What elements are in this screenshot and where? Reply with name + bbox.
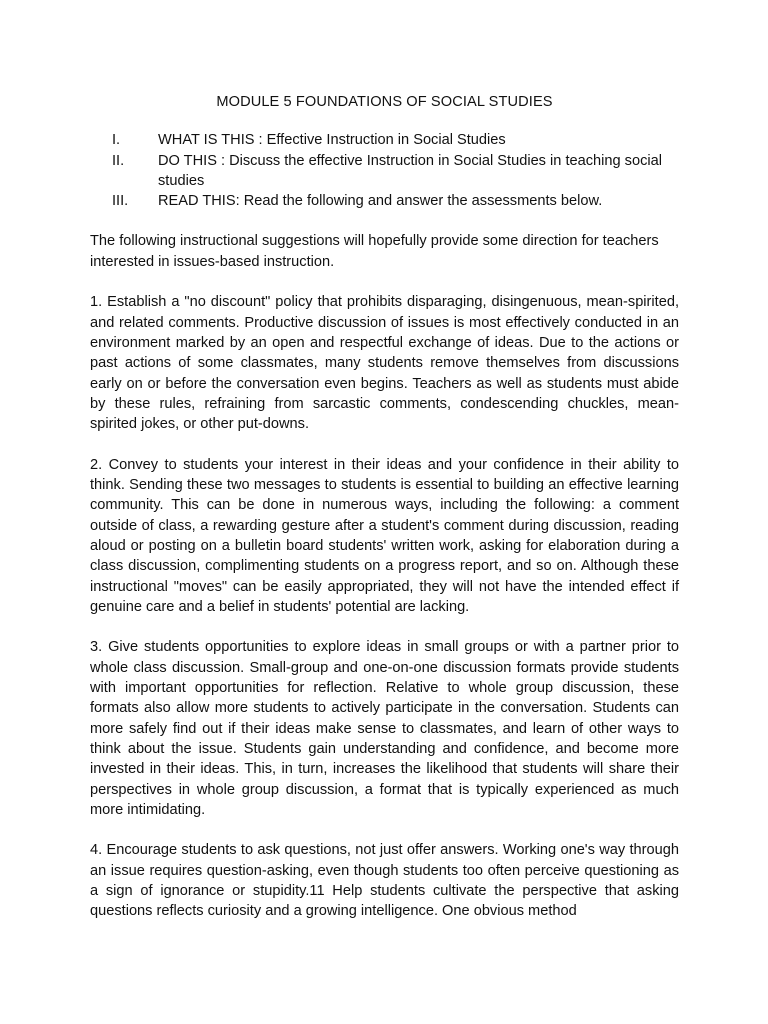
outline-list (90, 130, 679, 211)
outline-text: WHAT IS THIS : Effective Instruction in Social Studies (158, 132, 506, 149)
outline-item (90, 151, 679, 192)
outline-number: III. (112, 193, 129, 210)
body-paragraph: 2. Convey to students your interest in their ideas and your confidence in their ability to think. Sending these two messages to students is essential to building an effective learning community. This can be done in numerous ways, including the following: a comment outside of class, a rewarding gesture after a student's comment during discussion, reading aloud or posting on a bulletin board students' written work, asking for elaboration during a class discussion, complimenting students on a progress report, and so on. Although these instructional "moves" can be easily appropriated, they will not have the intended effect if genuine care and a belief in students' potential are lacking. (90, 456, 679, 615)
outline-text: DO THIS : Discuss the effective Instruction in Social Studies in teaching social studies (158, 152, 662, 189)
outline-text: READ THIS: Read the following and answer the assessments below. (158, 193, 603, 210)
document-page (90, 92, 679, 942)
body-paragraph: 1. Establish a "no discount" policy that prohibits disparaging, disingenuous, mean-spirited, and related comments. Productive discussion of issues is most effectively conducted in an environment marked by an open and respectful exchange of ideas. Due to the actions or past actions of some classmates, many students remove themselves from discussions early on or before the conversation even begins. Teachers as well as students must abide by these rules, refraining from sarcastic comments, condescending chuckles, mean-spirited jokes, or other put-downs. (90, 294, 679, 433)
module-title: MODULE 5 FOUNDATIONS OF SOCIAL STUDIES (216, 94, 553, 110)
intro-paragraph: The following instructional suggestions will hopefully provide some direction for teachers interested in issues-based instruction. (90, 233, 659, 270)
body-paragraph: 4. Encourage students to ask questions, not just offer answers. Working one's way through an issue requires question-asking, even though students too often perceive questioning as a sign of ignorance or stupidity.11 Help students cultivate the perspective that asking questions reflects curiosity and a growing intelligence. One obvious method (90, 842, 679, 920)
outline-number: I. (112, 132, 121, 149)
body-paragraph: 3. Give students opportunities to explore ideas in small groups or with a partner prior to whole class discussion. Small-group and one-on-one discussion formats provide students with important opportunities for reflection. Relative to whole group discussion, these formats also allow more students to actively participate in the conversation. Students can more safely find out if their ideas make sense to classmates, and learn of other ways to think about the issue. Students gain understanding and confidence, and become more invested in their ideas. This, in turn, increases the likelihood that students will share their perspectives in whole group discussion, a format that is typically experienced as much more intimidating. (90, 639, 679, 818)
outline-item (90, 191, 679, 211)
outline-number: II. (112, 152, 125, 169)
outline-item (90, 130, 679, 150)
